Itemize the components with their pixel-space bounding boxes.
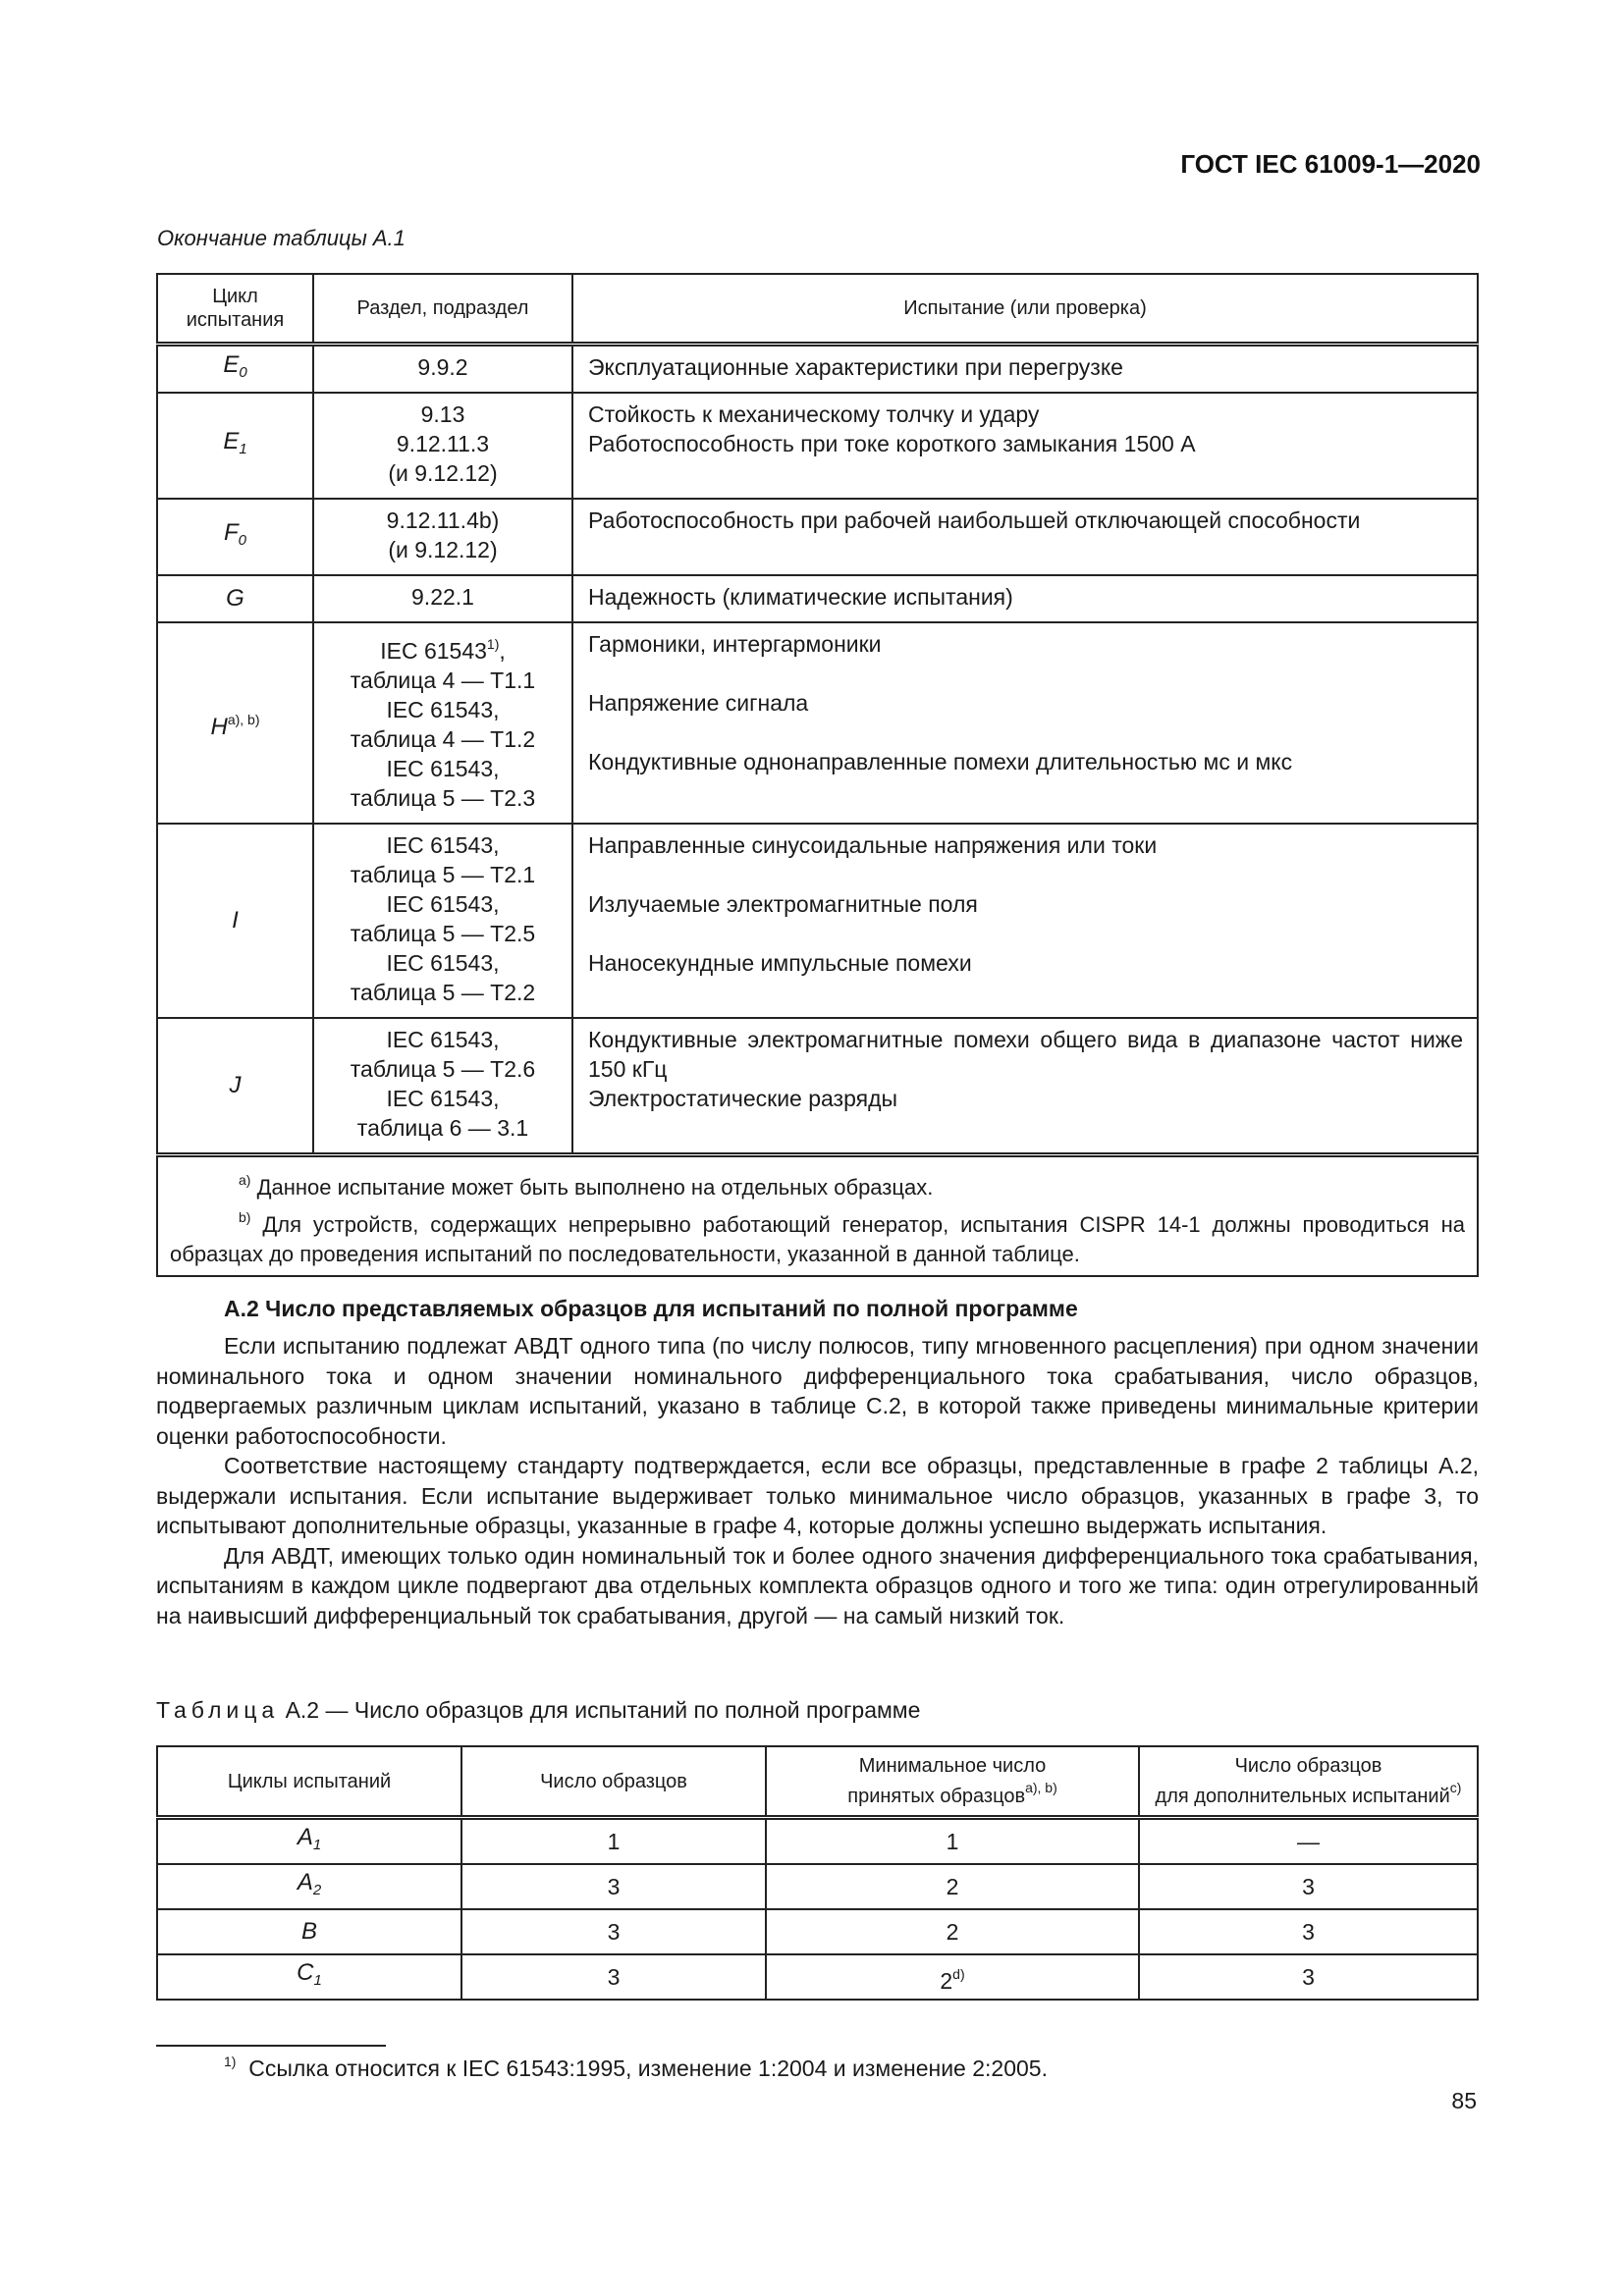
section-line: таблица 5 — Т2.2 [350,980,536,1005]
cycle-cell [157,499,313,575]
test-cell [572,499,1478,575]
cycle-subscript: 1 [313,1972,322,1989]
test-line: Эксплуатационные характеристики при перегрузке [588,354,1123,380]
test-line: Наносекундные импульсные помехи [588,950,972,976]
standard-header: ГОСТ IEC 61009-1—2020 [1180,149,1481,179]
table-row [157,1864,1478,1909]
column-header-cycle: Цикл испытания [157,274,313,345]
table-footnote [170,1202,1465,1269]
footnote-text: Данное испытание может быть выполнено на отдельных образцах. [256,1175,934,1200]
table-row [157,1909,1478,1954]
table-footnotes-row [157,1155,1478,1277]
footnote-separator [156,2045,386,2047]
test-line: Электростатические разряды [588,1086,898,1111]
cycle-letter: H [210,713,228,740]
cycle-cell [157,393,313,499]
table-row [157,824,1478,1018]
samples-cell: 3 [461,1864,766,1909]
cycle-cell: $C_1$ [157,1954,461,2000]
table-row [157,1818,1478,1865]
test-line: Кондуктивные однонаправленные помехи длительностью мс и мкс [588,749,1293,774]
section-line: IEC 61543, [386,756,500,781]
paragraph: Если испытанию подлежат АВДТ одного типа (по числу полюсов, типу мгновенного расцепления) при одном значении номинального тока и одном значении номинального дифференциального тока срабатывания, число образцов, подвергаемых различным циклам испытаний, указано в таблице С.2, в которой также приведены минимальные критерии оценки работоспособности. [156,1333,1479,1449]
cycle-cell: $A_2$ [157,1864,461,1909]
cycle-cell [157,345,313,394]
section-line [318,629,568,666]
test-cell [572,622,1478,824]
test-line: Стойкость к механическому толчку и удару [588,401,1040,427]
column-header-test: Испытание (или проверка) [572,274,1478,345]
page-number: 85 [1451,2088,1477,2113]
table-row [157,575,1478,622]
section-cell [313,345,572,394]
cycle-letter: E [223,351,240,378]
footnote-ref: d) [952,1965,965,1982]
footnote-mark: 1) [224,2054,237,2069]
test-line: Работоспособность при рабочей наибольшей отключающей способности [588,507,1361,533]
samples-cell: 3 [461,1954,766,2000]
section-cell [313,499,572,575]
section-line: (и 9.12.12) [388,460,498,486]
section-line: таблица 6 — 3.1 [356,1115,529,1141]
additional-cell: 3 [1139,1909,1478,1954]
column-header-text: Число образцов [1234,1755,1382,1777]
cycle-letter: F [223,519,239,546]
cycle-cell: B [157,1909,461,1954]
column-header [157,1746,461,1818]
section-line: 9.12.11.3 [396,431,490,456]
table-a1 [156,273,1479,1277]
samples-cell: 1 [461,1818,766,1865]
column-header-text: Циклы испытаний [227,1770,392,1792]
table-a2-caption [156,1697,920,1724]
samples-cell: 3 [461,1909,766,1954]
cycle-cell: $A_1$ [157,1818,461,1865]
cycle-letter: I [232,907,239,934]
test-line: Гармоники, интергармоники [588,631,882,657]
section-cell [313,1018,572,1155]
section-line: таблица 4 — Т1.2 [350,726,536,752]
section-cell [313,575,572,622]
footnote-mark: a) [239,1172,251,1188]
cycle-subscript: 1 [312,1837,322,1853]
section-line: IEC 61543, [386,891,500,917]
section-line: 9.13 [420,401,465,427]
min-accepted-cell: 2 [766,1909,1139,1954]
cycle-cell [157,1018,313,1155]
test-line: Работоспособность при токе короткого замыкания 1500 А [588,431,1196,456]
section-line: IEC 61543, [386,1027,500,1052]
page-footnote [224,2054,1048,2082]
footnote-mark: b) [239,1209,251,1225]
section-heading: А.2 Число представляемых образцов для испытаний по полной программе [224,1296,1078,1321]
column-header [461,1746,766,1818]
cycle-superscript: a), b) [227,711,260,727]
cycle-letter: E [223,428,240,454]
test-line: Направленные синусоидальные напряжения или токи [588,832,1158,858]
column-header-text: Минимальное число [858,1755,1047,1777]
test-line: Излучаемые электромагнитные поля [588,891,978,917]
section-line: таблица 4 — Т1.1 [350,667,536,693]
min-accepted-cell: 2$^{d)}$ [766,1954,1139,2000]
section-cell [313,824,572,1018]
cycle-subscript: 0 [239,364,247,381]
section-text: IEC 61543 [380,638,487,664]
section-text-tail: , [499,638,506,664]
section-line: таблица 5 — Т2.3 [350,785,536,811]
section-line: (и 9.12.12) [388,537,498,562]
test-cell [572,393,1478,499]
table-title: А.2 — Число образцов для испытаний по полной программе [285,1697,921,1723]
additional-cell: 3 [1139,1864,1478,1909]
table-row [157,499,1478,575]
section-body [156,1331,1479,1630]
table-label: Таблица [156,1697,280,1723]
min-accepted-cell: 1 [766,1818,1139,1865]
additional-cell: 3 [1139,1954,1478,2000]
section-line: IEC 61543, [386,1086,500,1111]
table-a1-continuation-caption: Окончание таблицы А.1 [157,226,406,250]
footnote-ref: c) [1449,1780,1462,1795]
test-line: Кондуктивные электромагнитные помехи общего вида в диапазоне частот ниже 150 кГц [588,1027,1463,1082]
table-row [157,1018,1478,1155]
section-line: таблица 5 — Т2.5 [350,921,536,946]
table-row [157,345,1478,394]
cycle-letter: J [229,1072,242,1098]
test-line: Надежность (климатические испытания) [588,584,1013,610]
min-accepted-cell: 2 [766,1864,1139,1909]
column-header [1139,1746,1478,1818]
section-line: таблица 5 — Т2.6 [350,1056,536,1082]
test-cell [572,1018,1478,1155]
cycle-subscript: 2 [312,1882,322,1898]
table-row [157,1954,1478,2000]
cycle-letter: G [226,585,244,612]
table-footnotes-cell [157,1155,1478,1277]
test-cell [572,575,1478,622]
paragraph: Соответствие настоящему стандарту подтверждается, если все образцы, представленные в графе 2 таблицы А.2, выдержали испытания. Если испытание выдерживает только минимальное число образцов, указанных в графе 3, то испытывают дополнительные образцы, указанные в графе 4, которые должны успешно выдержать испытания. [156,1453,1479,1538]
test-cell [572,345,1478,394]
section-line: таблица 5 — Т2.1 [350,862,536,887]
section-cell [313,622,572,824]
section-line: 9.12.11.4b) [386,507,500,533]
footnote-ref: a), b) [1025,1780,1057,1795]
test-cell [572,824,1478,1018]
cycle-subscript: 1 [239,441,247,457]
table-a2 [156,1745,1479,2001]
cycle-subscript: 0 [238,532,246,549]
column-header-section: Раздел, подраздел [313,274,572,345]
section-line: 9.9.2 [417,354,468,380]
section-line: 9.22.1 [411,584,474,610]
cycle-cell [157,622,313,824]
section-line: IEC 61543, [386,697,500,722]
column-header-text-line2: принятых образцов$^{a), b)}$ [847,1780,1057,1807]
section-cell [313,393,572,499]
table-row [157,622,1478,824]
table-footnote [170,1165,1465,1202]
column-header-text: Число образцов [540,1770,687,1792]
table-header-row [157,274,1478,345]
section-line: IEC 61543, [386,832,500,858]
test-line: Напряжение сигнала [588,690,809,716]
paragraph: Для АВДТ, имеющих только один номинальный ток и более одного значения дифференциального тока срабатывания, испытаниям в каждом цикле подвергают два отдельных комплекта образцов одного и того же типа: один отрегулированный на наивысший дифференциальный ток срабатывания, другой — на самый низкий ток. [156,1542,1479,1629]
table-header-row [157,1746,1478,1818]
additional-cell: — [1139,1818,1478,1865]
footnote-text: Для устройств, содержащих непрерывно работающий генератор, испытания CISPR 14-1 должны проводиться на образцах до проведения испытаний по последовательности, указанной в данной таблице. [170,1212,1465,1266]
column-header-text-line2: для дополнительных испытаний$^{c)}$ [1155,1780,1462,1807]
cycle-cell [157,824,313,1018]
cycle-cell [157,575,313,622]
table-row [157,393,1478,499]
footnote-ref: 1) [486,636,500,652]
section-line: IEC 61543, [386,950,500,976]
column-header [766,1746,1139,1818]
footnote-text: Ссылка относится к IEC 61543:1995, изменение 1:2004 и изменение 2:2005. [248,2056,1048,2081]
